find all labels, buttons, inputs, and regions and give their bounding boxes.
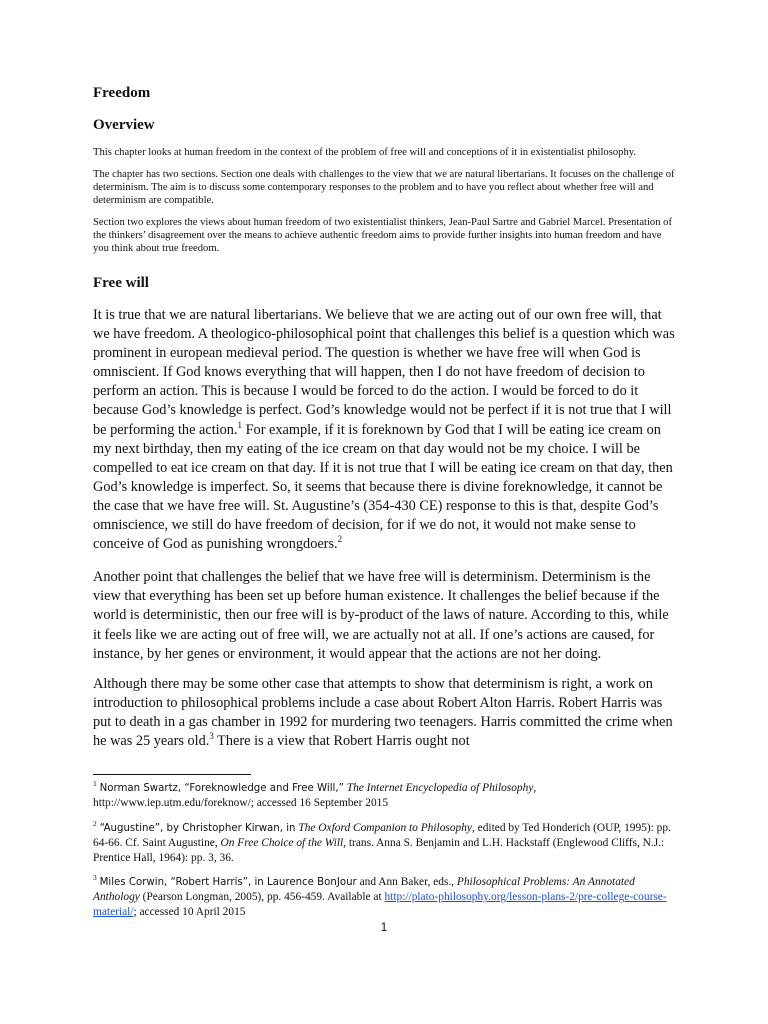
document-title: Freedom [93,85,151,101]
footnote-1 [93,781,678,811]
footnote-1-rest: , http://www.iep.utm.edu/foreknow/; accessed 16 September 2015 [93,782,537,810]
page-number: 1 [380,920,388,934]
footnote-1-title: The Internet Encyclopedia of Philosophy [346,782,534,794]
body-paragraph-3-text-a: Although there may be some other case that attempts to show that determinism is right, a work on introduction to philosophical problems include a case about Robert Alton Harris. Robert Harris was put to death in a gas chamber in 1992 for murdering two teenagers. Harris committed the crime when he was 25 years old. [93,675,673,749]
footnote-2 [93,821,678,865]
footnote-3 [93,875,678,919]
footnote-ref-1[interactable]: 1 [237,419,243,430]
intro-paragraph-3: Section two explores the views about human freedom of two existentialist thinkers, Jean-Paul Sartre and Gabriel Marcel. Presentation of the thinkers’ disagreement over the means to achieve authentic freedom aims to provide further insights into human freedom and have you think about true freedom. [93,217,672,254]
footnote-2-rest: , trans. Anna S. Benjamin and L.H. Hackstaff (Englewood Cliffs, N.J.: Prentice Hall, 1964): pp. 3, 36. [93,837,665,864]
footnote-3-rest: (Pearson Longman, 2005), pp. 456-459. Available at [139,891,382,904]
intro-paragraph-2: The chapter has two sections. Section one deals with challenges to the view that we are natural libertarians. It focuses on the challenge of determinism. The aim is to discuss some contemporary responses to the problem and to have you reflect about whether free will and determinism are compatible. [93,169,675,206]
document-page [93,84,678,751]
body-paragraph-1-text-a: It is true that we are natural libertarians. We believe that we are acting out of our own free will, that we have freedom. A theologico-philosophical point that challenges this belief is a question which was prominent in european medieval period. The question is whether we have free will when God is omniscient. If God knows everything that will happen, then I do not have freedom of decision to perform an action. This is because I would be forced to do the action. I would be forced to do it because God’s knowledge is perfect. God’s knowledge would not be perfect if it is not true that I will be performing the action. [93,307,675,438]
footnote-ref-2[interactable]: 2 [337,534,343,545]
footnote-ref-3[interactable]: 3 [209,731,214,742]
body-paragraph-1 [93,306,678,554]
footnote-2-mid: , edited by Ted Honderich (OUP, 1995): pp. 64-66. Cf. Saint Augustine, [93,821,671,850]
body-paragraph-3-text-b: There is a view that Robert Harris ought not [213,732,470,749]
footnote-2-author: “Augustine”, by Christopher Kirwan, in [99,822,296,834]
footnotes [93,781,678,919]
footnote-2-number: 2 [93,819,97,829]
footnote-2-title-2: On Free Choice of the Will [220,837,344,850]
footnote-separator [93,774,251,775]
footnote-3-number: 3 [93,873,97,883]
overview-heading: Overview [93,117,155,133]
body-paragraph-2: Another point that challenges the belief that we have free will is determinism. Determinism is the view that everything has been set up before human existence. It challenges the belief because if the world is deterministic, then our free will is by-product of the laws of nature. According to this, while it feels like we are acting out of free will, we are actually not at all. If one’s actions are caused, for instance, by her genes or environment, it would appear that the actions are not her doing. [93,569,669,662]
footnote-3-link[interactable]: http://plato-philosophy.org/lesson-plans-2/pre-college-course-material/ [93,891,667,918]
free-will-heading: Free will [93,275,149,291]
footnote-1-number: 1 [93,779,97,789]
intro-paragraph-1: This chapter looks at human freedom in the context of the problem of free will and conceptions of it in existentialist philosophy. [93,147,636,158]
body-paragraph-1-text-b: For example, if it is foreknown by God that I will be eating ice cream on my next birthday, then my eating of the ice cream on that day would not be my choice. I will be compelled to eat ice cream on that day. If it is not true that I will be eating ice cream on that day, then God’s knowledge is imperfect. So, it seems that because there is divine foreknowledge, it cannot be the case that we have free will. St. Augustine’s (354-430 CE) response to this is that, despite God’s omniscience, we still do have freedom of decision, for if we do not, it would not make sense to conceive of God as punishing wrongdoers. [93,421,673,553]
footnote-3-after: ; accessed 10 April 2015 [133,905,246,918]
footnote-3-author: Miles Corwin, “Robert Harris”, in Laurence BonJour [99,877,357,889]
footnote-2-title: The Oxford Companion to Philosophy [298,821,472,834]
footnote-3-mid: and Ann Baker, eds., [356,876,455,889]
footnote-1-author: Norman Swartz, “Foreknowledge and Free Will,” [99,783,344,794]
body-paragraph-3 [93,675,678,751]
footnote-3-title: Philosophical Problems: An Annotated Anthology [93,876,635,904]
